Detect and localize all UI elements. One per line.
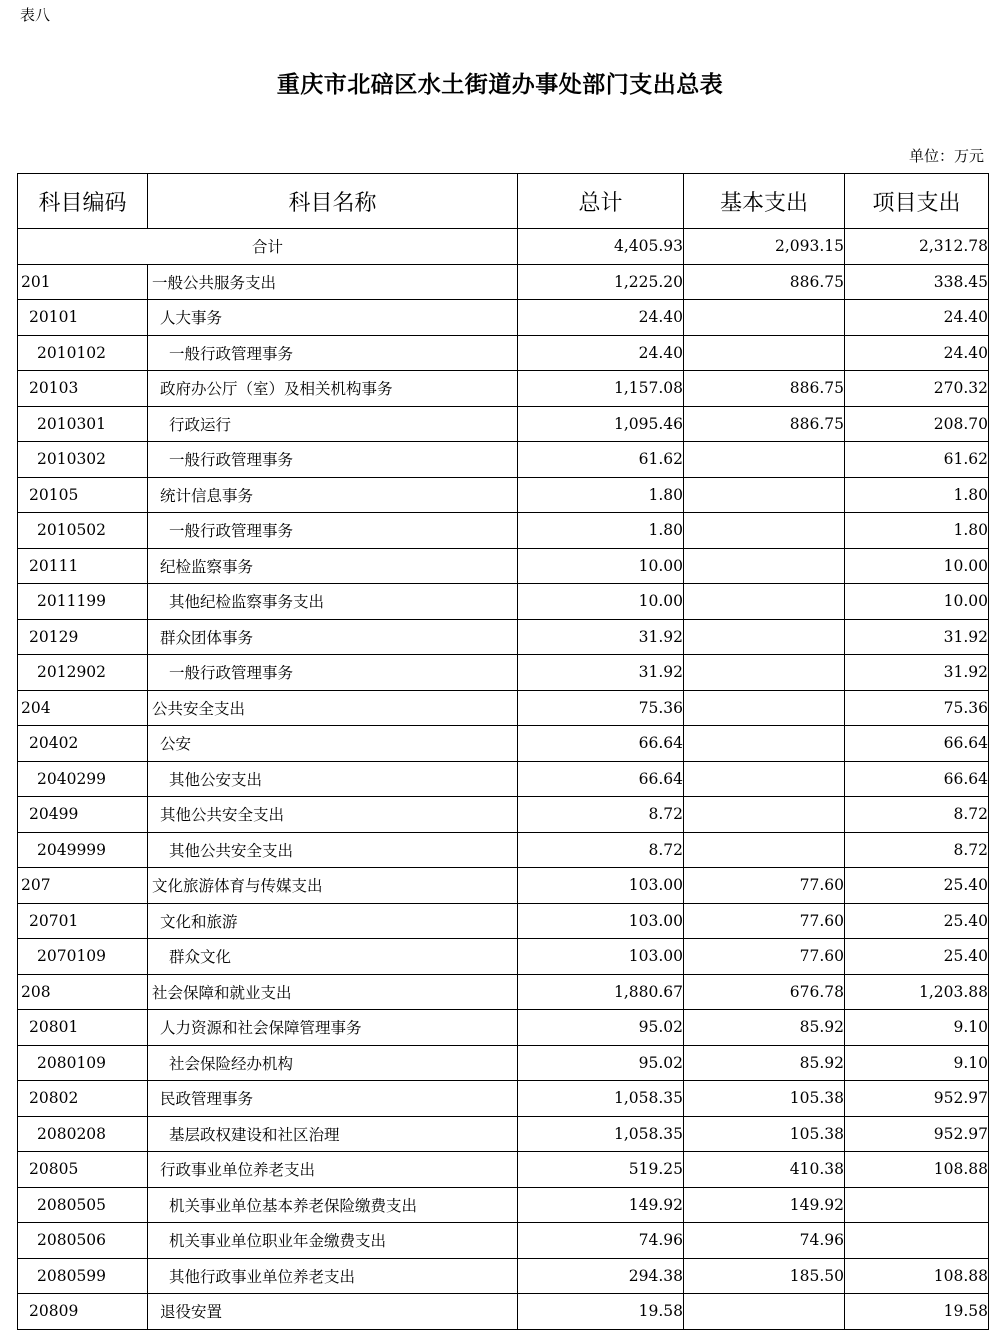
row-total: 1,095.46 — [518, 406, 684, 442]
table-row — [18, 655, 989, 691]
row-basic — [684, 335, 845, 371]
row-code: 20129 — [18, 619, 148, 655]
row-total: 31.92 — [518, 619, 684, 655]
table-row — [18, 1010, 989, 1046]
row-basic — [684, 690, 845, 726]
row-code: 204 — [18, 690, 148, 726]
table-row — [18, 761, 989, 797]
row-basic — [684, 761, 845, 797]
row-name: 一般行政管理事务 — [148, 513, 518, 549]
row-basic: 886.75 — [684, 371, 845, 407]
row-project: 25.40 — [845, 903, 989, 939]
row-total: 31.92 — [518, 655, 684, 691]
row-name: 群众团体事务 — [148, 619, 518, 655]
row-basic — [684, 832, 845, 868]
row-total: 66.64 — [518, 726, 684, 762]
table-row — [18, 1187, 989, 1223]
row-name: 其他公共安全支出 — [148, 832, 518, 868]
row-name: 人力资源和社会保障管理事务 — [148, 1010, 518, 1046]
row-project: 952.97 — [845, 1116, 989, 1152]
row-project: 108.88 — [845, 1258, 989, 1294]
expenditure-table — [17, 173, 989, 1330]
row-name: 机关事业单位职业年金缴费支出 — [148, 1223, 518, 1259]
table-row — [18, 832, 989, 868]
row-name: 公共安全支出 — [148, 690, 518, 726]
row-code: 2010301 — [18, 406, 148, 442]
row-name: 群众文化 — [148, 939, 518, 975]
table-row — [18, 477, 989, 513]
row-code: 2080599 — [18, 1258, 148, 1294]
row-total: 95.02 — [518, 1010, 684, 1046]
header-name: 科目名称 — [148, 174, 518, 229]
row-project: 24.40 — [845, 300, 989, 336]
row-basic — [684, 619, 845, 655]
row-name: 行政事业单位养老支出 — [148, 1152, 518, 1188]
table-row — [18, 619, 989, 655]
row-project: 66.64 — [845, 726, 989, 762]
row-name: 其他公共安全支出 — [148, 797, 518, 833]
table-row — [18, 726, 989, 762]
row-name: 其他行政事业单位养老支出 — [148, 1258, 518, 1294]
row-total: 294.38 — [518, 1258, 684, 1294]
row-project: 208.70 — [845, 406, 989, 442]
total-project: 2,312.78 — [845, 229, 989, 265]
row-total: 61.62 — [518, 442, 684, 478]
table-row — [18, 548, 989, 584]
header-project: 项目支出 — [845, 174, 989, 229]
row-code: 208 — [18, 974, 148, 1010]
row-basic: 105.38 — [684, 1116, 845, 1152]
row-project: 24.40 — [845, 335, 989, 371]
row-name: 统计信息事务 — [148, 477, 518, 513]
table-row — [18, 690, 989, 726]
row-basic — [684, 584, 845, 620]
row-name: 行政运行 — [148, 406, 518, 442]
row-code: 20101 — [18, 300, 148, 336]
row-project: 1.80 — [845, 513, 989, 549]
table-row — [18, 1152, 989, 1188]
row-basic — [684, 442, 845, 478]
row-name: 一般公共服务支出 — [148, 264, 518, 300]
row-code: 20105 — [18, 477, 148, 513]
row-project: 338.45 — [845, 264, 989, 300]
row-total: 1,880.67 — [518, 974, 684, 1010]
row-total: 1,157.08 — [518, 371, 684, 407]
row-total: 74.96 — [518, 1223, 684, 1259]
table-row — [18, 442, 989, 478]
row-basic — [684, 548, 845, 584]
row-basic — [684, 300, 845, 336]
row-basic: 149.92 — [684, 1187, 845, 1223]
row-basic: 185.50 — [684, 1258, 845, 1294]
row-code: 2011199 — [18, 584, 148, 620]
row-name: 其他纪检监察事务支出 — [148, 584, 518, 620]
row-code: 2010502 — [18, 513, 148, 549]
table-row — [18, 868, 989, 904]
row-project: 108.88 — [845, 1152, 989, 1188]
row-name: 机关事业单位基本养老保险缴费支出 — [148, 1187, 518, 1223]
row-project: 25.40 — [845, 939, 989, 975]
row-total: 95.02 — [518, 1045, 684, 1081]
row-code: 20802 — [18, 1081, 148, 1117]
table-row — [18, 1258, 989, 1294]
header-total: 总计 — [518, 174, 684, 229]
row-code: 2070109 — [18, 939, 148, 975]
row-total: 1.80 — [518, 513, 684, 549]
row-total: 103.00 — [518, 939, 684, 975]
row-code: 2010302 — [18, 442, 148, 478]
row-project: 19.58 — [845, 1294, 989, 1330]
row-project: 25.40 — [845, 868, 989, 904]
row-basic: 85.92 — [684, 1045, 845, 1081]
table-row — [18, 1294, 989, 1330]
row-project: 1.80 — [845, 477, 989, 513]
table-row — [18, 939, 989, 975]
header-code: 科目编码 — [18, 174, 148, 229]
row-basic: 886.75 — [684, 264, 845, 300]
row-project — [845, 1223, 989, 1259]
row-name: 基层政权建设和社区治理 — [148, 1116, 518, 1152]
row-total: 10.00 — [518, 584, 684, 620]
document-title: 重庆市北碚区水土街道办事处部门支出总表 — [276, 71, 724, 98]
row-name: 人大事务 — [148, 300, 518, 336]
header-row — [18, 174, 989, 229]
row-basic — [684, 655, 845, 691]
row-code: 20701 — [18, 903, 148, 939]
row-code: 2080506 — [18, 1223, 148, 1259]
row-total: 1,058.35 — [518, 1116, 684, 1152]
row-name: 社会保障和就业支出 — [148, 974, 518, 1010]
row-project: 8.72 — [845, 797, 989, 833]
row-project — [845, 1187, 989, 1223]
unit-label: 单位：万元 — [908, 147, 984, 165]
table-row — [18, 300, 989, 336]
row-code: 20402 — [18, 726, 148, 762]
row-basic: 676.78 — [684, 974, 845, 1010]
table-row — [18, 903, 989, 939]
row-basic: 77.60 — [684, 868, 845, 904]
header-basic: 基本支出 — [684, 174, 845, 229]
row-name: 纪检监察事务 — [148, 548, 518, 584]
row-name: 公安 — [148, 726, 518, 762]
row-code: 20805 — [18, 1152, 148, 1188]
total-total: 4,405.93 — [518, 229, 684, 265]
row-name: 退役安置 — [148, 1294, 518, 1330]
row-total: 10.00 — [518, 548, 684, 584]
row-total: 1,058.35 — [518, 1081, 684, 1117]
row-basic: 77.60 — [684, 903, 845, 939]
row-total: 8.72 — [518, 832, 684, 868]
table-row — [18, 264, 989, 300]
row-name: 文化和旅游 — [148, 903, 518, 939]
row-total: 8.72 — [518, 797, 684, 833]
row-basic: 410.38 — [684, 1152, 845, 1188]
row-project: 1,203.88 — [845, 974, 989, 1010]
row-basic — [684, 1294, 845, 1330]
table-row — [18, 1223, 989, 1259]
row-total: 66.64 — [518, 761, 684, 797]
row-project: 10.00 — [845, 584, 989, 620]
row-total: 24.40 — [518, 335, 684, 371]
row-name: 民政管理事务 — [148, 1081, 518, 1117]
row-code: 201 — [18, 264, 148, 300]
row-basic: 85.92 — [684, 1010, 845, 1046]
table-row — [18, 406, 989, 442]
table-row — [18, 371, 989, 407]
row-total: 519.25 — [518, 1152, 684, 1188]
row-code: 20499 — [18, 797, 148, 833]
row-name: 社会保险经办机构 — [148, 1045, 518, 1081]
row-code: 20103 — [18, 371, 148, 407]
row-basic — [684, 797, 845, 833]
row-project: 31.92 — [845, 619, 989, 655]
total-row — [18, 229, 989, 265]
row-project: 10.00 — [845, 548, 989, 584]
table-row — [18, 1045, 989, 1081]
row-name: 一般行政管理事务 — [148, 335, 518, 371]
row-code: 2049999 — [18, 832, 148, 868]
total-basic: 2,093.15 — [684, 229, 845, 265]
row-code: 20111 — [18, 548, 148, 584]
row-total: 24.40 — [518, 300, 684, 336]
row-total: 75.36 — [518, 690, 684, 726]
table-row — [18, 584, 989, 620]
row-total: 19.58 — [518, 1294, 684, 1330]
row-total: 103.00 — [518, 868, 684, 904]
row-code: 2040299 — [18, 761, 148, 797]
table-row — [18, 797, 989, 833]
row-code: 207 — [18, 868, 148, 904]
row-code: 2080208 — [18, 1116, 148, 1152]
row-code: 2080505 — [18, 1187, 148, 1223]
row-code: 20809 — [18, 1294, 148, 1330]
row-project: 9.10 — [845, 1045, 989, 1081]
table-row — [18, 513, 989, 549]
row-name: 一般行政管理事务 — [148, 655, 518, 691]
row-basic — [684, 477, 845, 513]
row-project: 952.97 — [845, 1081, 989, 1117]
row-project: 75.36 — [845, 690, 989, 726]
row-code: 2010102 — [18, 335, 148, 371]
table-number-label: 表八 — [20, 6, 51, 24]
table-row — [18, 1116, 989, 1152]
row-name: 文化旅游体育与传媒支出 — [148, 868, 518, 904]
row-total: 149.92 — [518, 1187, 684, 1223]
row-code: 2080109 — [18, 1045, 148, 1081]
table-row — [18, 974, 989, 1010]
row-total: 1.80 — [518, 477, 684, 513]
row-name: 一般行政管理事务 — [148, 442, 518, 478]
row-project: 61.62 — [845, 442, 989, 478]
row-project: 31.92 — [845, 655, 989, 691]
row-total: 1,225.20 — [518, 264, 684, 300]
row-name: 政府办公厅（室）及相关机构事务 — [148, 371, 518, 407]
table-body — [18, 229, 989, 1330]
row-basic: 74.96 — [684, 1223, 845, 1259]
row-project: 270.32 — [845, 371, 989, 407]
row-basic: 77.60 — [684, 939, 845, 975]
row-basic: 105.38 — [684, 1081, 845, 1117]
row-project: 66.64 — [845, 761, 989, 797]
table-row — [18, 1081, 989, 1117]
row-project: 9.10 — [845, 1010, 989, 1046]
row-total: 103.00 — [518, 903, 684, 939]
row-code: 2012902 — [18, 655, 148, 691]
total-label: 合计 — [18, 229, 518, 265]
row-basic: 886.75 — [684, 406, 845, 442]
row-basic — [684, 513, 845, 549]
table-row — [18, 335, 989, 371]
row-name: 其他公安支出 — [148, 761, 518, 797]
row-project: 8.72 — [845, 832, 989, 868]
row-code: 20801 — [18, 1010, 148, 1046]
row-basic — [684, 726, 845, 762]
